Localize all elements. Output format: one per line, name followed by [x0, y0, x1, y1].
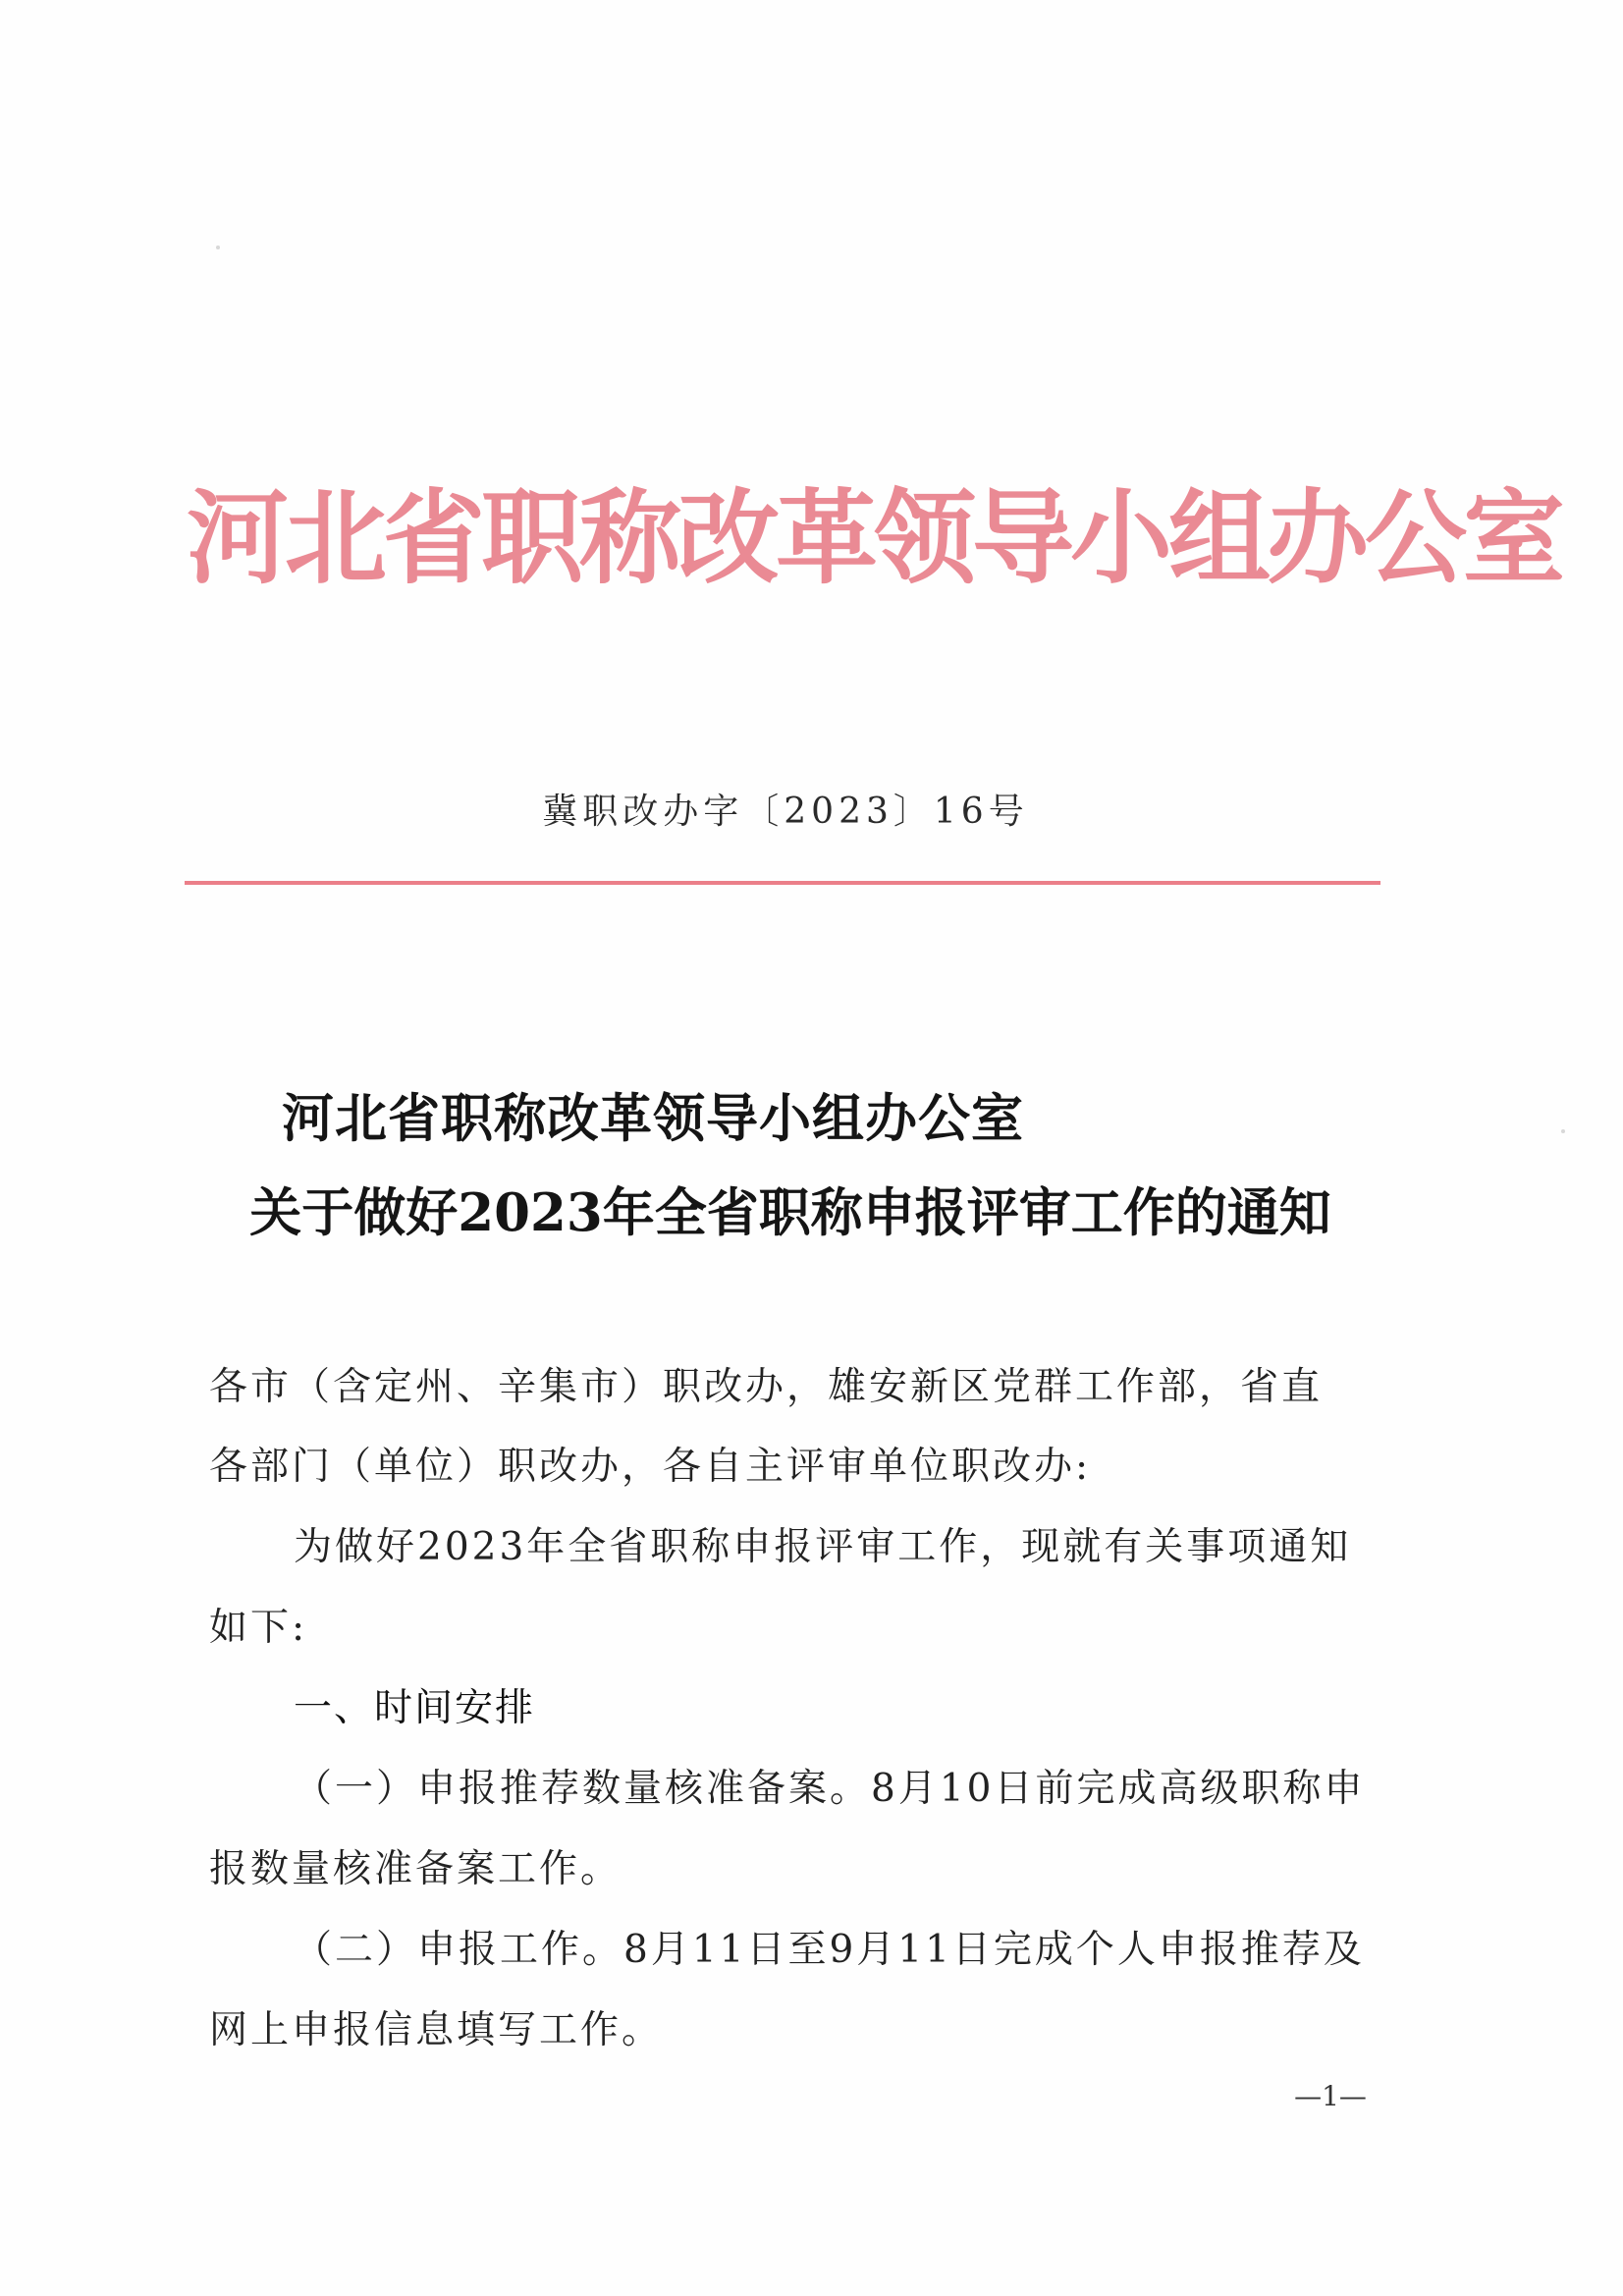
item-2-line-2: 网上申报信息填写工作。	[209, 2008, 664, 2052]
scan-speck	[1561, 1129, 1565, 1133]
addressee-line-2: 各部门（单位）职改办，各自主评审单位职改办:	[209, 1445, 1092, 1489]
intro-line-2: 如下:	[209, 1606, 308, 1650]
item-2-line-1: （二）申报工作。8月11日至9月11日完成个人申报推荐及	[294, 1928, 1365, 1972]
item-1-line-2: 报数量核准备案工作。	[209, 1847, 622, 1891]
addressee-line-1: 各市（含定州、辛集市）职改办，雄安新区党群工作部，省直	[209, 1365, 1324, 1409]
scan-speck	[216, 246, 220, 249]
item-1-line-1: （一）申报推荐数量核准备案。8月10日前完成高级职称申	[294, 1767, 1366, 1811]
document-number: 冀职改办字〔2023〕16号	[542, 792, 1029, 832]
intro-line-1: 为做好2023年全省职称申报评审工作，现就有关事项通知	[294, 1525, 1352, 1569]
section-1-heading: 一、时间安排	[294, 1686, 536, 1730]
letterhead-org-name: 河北省职称改革领导小组办公室	[187, 478, 1562, 598]
notice-title-line-2: 关于做好2023年全省职称申报评审工作的通知	[249, 1182, 1331, 1243]
page-number: —1—	[1294, 2080, 1367, 2112]
notice-title-line-1: 河北省职称改革领导小组办公室	[282, 1088, 1024, 1149]
letterhead-red-rule	[185, 881, 1380, 885]
